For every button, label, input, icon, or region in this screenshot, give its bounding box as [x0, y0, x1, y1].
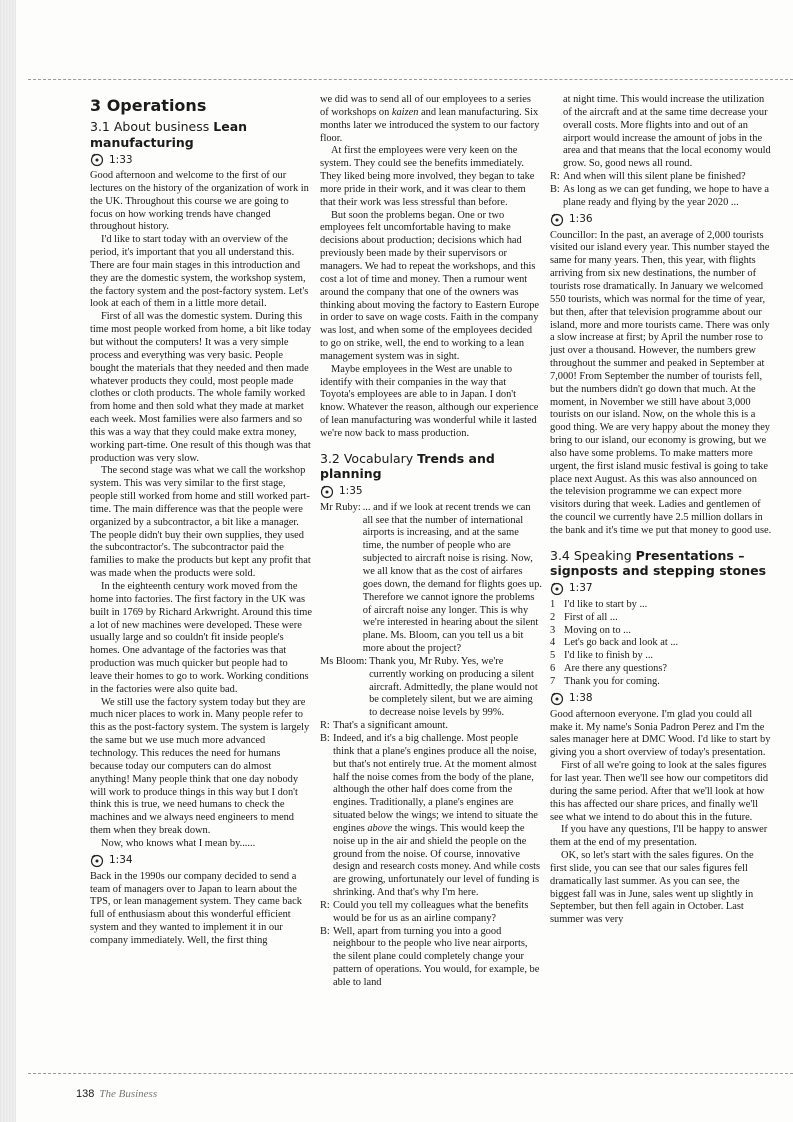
speaker-label: R: [550, 171, 560, 183]
dialogue-text: Could you tell my colleagues what the benefits would be for us as an airline company? [333, 899, 529, 924]
transcript-paragraph: The second stage was what we call the workshop system. This was very similar to the first stage, people still worked from home and still worked part-time. The main difference was that the people were organized by a subcontractor, a bit like a manager. The people didn't buy their own supplies, they used the subcontractor's. The subcontractor paid the families to make the products but kept any profit that was made when the products were sold. [90, 465, 311, 580]
dialogue-turn [320, 656, 542, 720]
transcript-paragraph: First of all we're going to look at the sales figures for last year. Then we'll see how our competitors did during the same period. After that we'll look at how this has affected our share prices, and finally we'll see what we intend to do about this in the future. [550, 760, 769, 823]
audio-cd-icon [550, 692, 565, 706]
list-item [550, 676, 772, 689]
transcript-paragraph: Maybe employees in the West are unable to identify with their companies in the way that Toyota's employees are able to in Japan. I don't know. Whatever the reason, although our experience of lean manufacturing was wonderful while it lasted we're now back to mass production. [320, 363, 539, 439]
item-text: Thank you for coming. [564, 675, 660, 687]
speaker-label: Mr Ruby: [320, 501, 361, 513]
dialogue-turn [320, 900, 542, 926]
item-number: 1 [550, 598, 556, 610]
subsection-prefix: 3.4 Speaking [550, 547, 632, 563]
text-run: and lean manufacturing. Six months later we introduced the system to our factory floor. [320, 106, 540, 144]
transcript-paragraph: Back in the 1990s our company decided to send a team of managers over to Japan to learn about the TPS, or lean management system. They came back full of enthusiasm about this wonderful efficient system and they wanted to implement it in our company immediately. Well, the first thing [90, 870, 302, 946]
item-number: 2 [550, 611, 556, 623]
track-number: 1:35 [339, 485, 363, 498]
dialogue-turn [550, 171, 772, 184]
transcript-paragraph: Councillor: In the past, an average of 2,000 tourists visited our island every year. This number stayed the same for many years. Then, this year, with flights arriving from six new destinations, the number of tourists rose dramatically. In January we welcomed 550 tourists, which was normal for the time of year, but then, after that television programme about our island, more and more tourists came. There was only a slow increase at first; by April the number rose to just over a thousand. However, the numbers grew throughout the summer and peaked in September at 7,000! From September the number of tourists fell, but the numbers didn't go down that much. At the moment, in November we still have about 3,000 tourists on our island. Now, on the whole this is a good thing. We are very happy about the money they bring to our island, our economy is growing, but we also have some problems. To make matters more urgent, the first island music festival is going to take place next August. As this was also announced on the television programme we can expect more visitors during that week. Ladies and gentlemen of the council we currently have 2.5 million dollars in the bank and it's time we put that money to good use. [550, 229, 772, 536]
item-number: 6 [550, 663, 556, 675]
audio-track-1-35 [320, 485, 542, 499]
dialogue-text: Well, apart from turning you into a good neighbour to the people who live near airports, the silent plane could completely change your pattern of operations. You would, for example, be able to land [333, 925, 540, 988]
column-2 [320, 94, 542, 990]
text-run: Indeed, and it's a big challenge. Most people think that a plane's engines produce all the noise, but that's not entirely true. At the moment almost half the noise comes from the body of the plane, although the other half does come from the engines. Traditionally, a plane's engines are situated below the wings; we intend to situate the engines [333, 732, 538, 834]
emphasis-text: kaizen [391, 106, 419, 118]
subsection-3-2-heading [320, 451, 542, 482]
audio-cd-icon [90, 153, 105, 167]
dialogue-text: ... and if we look at recent trends we can all see that the number of international airports is increasing, and at the same time, the number of people who are subjected to aircraft noise is rising. Now, we all know that as the cost of airfares goes down, the demand for flights goes up. Therefore we cannot ignore the problems of aircraft noise any longer. This is why we're interested in hearing about the silent plane. Ms. Bloom, can you tell us a bit more about the project? [362, 501, 542, 655]
subsection-3-4-heading [550, 548, 772, 579]
speaker-label: R: [320, 899, 330, 911]
audio-track-1-37 [550, 582, 772, 596]
subsection-topic: Presentations – signposts and stepping stones [550, 547, 767, 579]
item-text: I'd like to finish by ... [564, 650, 654, 662]
transcript-paragraph: Now, who knows what I mean by...... [101, 837, 256, 849]
text-run: the wings. This would keep the noise up in the air and shield the people on the ground from the noise. Of course, innovative design and research costs money. And while costs are growing, unfortunately our level of funding is shrinking. And that's why I'm here. [333, 822, 541, 899]
track-number: 1:36 [569, 213, 593, 226]
list-item [550, 612, 772, 625]
item-number: 3 [550, 624, 556, 636]
item-text: I'd like to start by ... [564, 598, 648, 610]
dialogue-text [333, 733, 542, 900]
transcript-paragraph: But soon the problems began. One or two employees felt uncomfortable having to make decisions about production; decisions which had previously been made by their supervisors or managers. We had to repeat the workshops, and this cost a lot of time and money. Then a rumour went around the company that one of the owners was thinking about moving the factory to Eastern Europe in order to save on wage costs. Faith in the company was lost, and when some of the employees decided to go on strike, well, the end to working to a lean management system was in sight. [320, 209, 540, 362]
dialogue-turn [320, 733, 542, 900]
column-3 [550, 94, 772, 927]
transcript-paragraph: Good afternoon and welcome to the first of our lectures on the history of the organization of work in the UK. Throughout this course we are going to focus on how working trends have changed throughout history. [90, 170, 309, 233]
transcript-paragraph: If you have any questions, I'll be happy to answer them at the end of my presentation. [550, 824, 768, 849]
subsection-3-1-heading [90, 119, 312, 150]
page-footer [76, 1088, 157, 1100]
track-number: 1:33 [109, 153, 133, 166]
dialogue-text: As long as we can get funding, we hope to have a plane ready and flying by the year 2020 ... [563, 183, 770, 208]
transcript-paragraph: We still use the factory system today but they are much nicer places to work in. Many people refer to this as the post-factory system. The system is largely the same but we use much more advanced technology. This reduces the need for humans because today our computers can do almost anything! Many people think that one day nobody will work to produce things in this way but I don't think this is true, we need humans to check the machines and we always need engineers to mend them when they break down. [90, 696, 310, 837]
column-1 [90, 94, 312, 948]
track-number: 1:34 [109, 854, 133, 867]
dialogue-turn [320, 720, 542, 733]
item-text: Are there any questions? [564, 663, 668, 675]
list-item [550, 637, 772, 650]
list-item [550, 663, 772, 676]
subsection-prefix: 3.2 Vocabulary [320, 450, 414, 466]
item-number: 4 [550, 637, 556, 649]
top-divider [28, 79, 793, 80]
speaker-label-blank [550, 94, 563, 171]
bottom-divider [28, 1073, 793, 1074]
dialogue-turn [320, 502, 542, 656]
dialogue-text: That's a significant amount. [333, 720, 448, 732]
item-text: Let's go back and look at ... [564, 637, 679, 649]
transcript-paragraph: In the eighteenth century work moved from the home into factories. The first factory in the UK was built in 1769 by Richard Arkwright. Around this time a lot of new machines were developed. These were usually large and so couldn't fit inside people's homes. One advantage of the factories was that production was much quicker but people had to leave their homes to go to work. Working conditions in the factories were also quite bad. [90, 581, 312, 695]
list-item [550, 599, 772, 612]
list-item [550, 625, 772, 638]
section-title: 3 Operations [90, 96, 207, 115]
subsection-prefix: 3.1 About business [90, 119, 210, 134]
transcript-paragraph [320, 94, 542, 145]
speaker-label: B: [320, 925, 330, 937]
item-text: Moving on to ... [564, 624, 631, 636]
list-item [550, 650, 772, 663]
dialogue-turn [550, 184, 772, 210]
track-number: 1:37 [569, 582, 593, 595]
page-number: 138 [76, 1088, 95, 1100]
item-number: 5 [550, 650, 556, 662]
audio-cd-icon [90, 854, 105, 868]
dialogue-text: at night time. This would increase the utilization of the aircraft and at the same time decrease your overall costs. More flights into and out of an airport would increase the amount of jobs in the area and that means that the local economy would grow. So, good news all round. [563, 94, 771, 170]
transcript-paragraph: At first the employees were very keen on the system. They could see the benefits immediately. They liked being more involved, they began to take more pride in their work, and it was clear to them that their work was less stressful than before. [320, 145, 535, 208]
subsection-topic: Lean manufacturing [90, 119, 248, 150]
scan-binding-edge [0, 0, 16, 1122]
text-run: we did was to send all of our employees to a series of workshops on [320, 94, 531, 118]
dialogue-text: Thank you, Mr Ruby. Yes, we're currently working on producing a silent aircraft. Admittedly, the plane would not be completely silent, but we are aiming to decrease noise levels by 99%. [369, 655, 538, 719]
book-brand: The Business [99, 1088, 158, 1100]
audio-cd-icon [320, 485, 335, 499]
item-text: First of all ... [564, 611, 618, 623]
audio-track-1-38 [550, 692, 772, 706]
transcript-paragraph: First of all was the domestic system. During this time most people worked from home, a bit like today but without the computers! It was a very simple process and everything was very basic. People bought the materials that they needed and then made whatever products they could, most people made clothes or cloth products. The whole family worked from home and then sold what they made at market each week. Most families were also farmers and so this was a way that they could make extra money, working part-time. One result of this though was that production was very slow. [90, 311, 312, 464]
dialogue-turn [320, 926, 542, 990]
subsection-topic: Trends and planning [320, 450, 495, 482]
dialogue-turn-continued [550, 94, 772, 171]
speaker-label: B: [320, 732, 330, 744]
audio-track-1-33 [90, 153, 312, 167]
speaker-label: B: [550, 183, 560, 195]
dialogue-text: And when will this silent plane be finished? [563, 171, 746, 183]
audio-cd-icon [550, 582, 565, 596]
transcript-paragraph: I'd like to start today with an overview of the period, it's important that you all understand this. There are four main stages in this introduction and they are the domestic system, the workshop system, the factory system and the post-factory system. Let's look at each of them in a little more detail. [90, 234, 309, 310]
emphasis-text: above [367, 822, 393, 834]
speaker-label: R: [320, 720, 330, 732]
track-number: 1:38 [569, 692, 593, 705]
audio-cd-icon [550, 213, 565, 227]
speaker-label: Ms Bloom: [320, 655, 368, 667]
audio-track-1-34 [90, 854, 312, 868]
transcript-paragraph: Good afternoon everyone. I'm glad you could all make it. My name's Sonia Padron Perez and I'm the sales manager here at DMC Wood. I'd like to start by giving you a short overview of today's presentation. [550, 708, 771, 759]
item-number: 7 [550, 675, 556, 687]
transcript-paragraph: OK, so let's start with the sales figures. On the first slide, you can see that our sales figures fell dramatically last summer. As you can see, the biggest fall was in June, sales went up slightly in September, but then fell again in October. Last summer was very [550, 850, 754, 926]
audio-track-1-36 [550, 213, 772, 227]
